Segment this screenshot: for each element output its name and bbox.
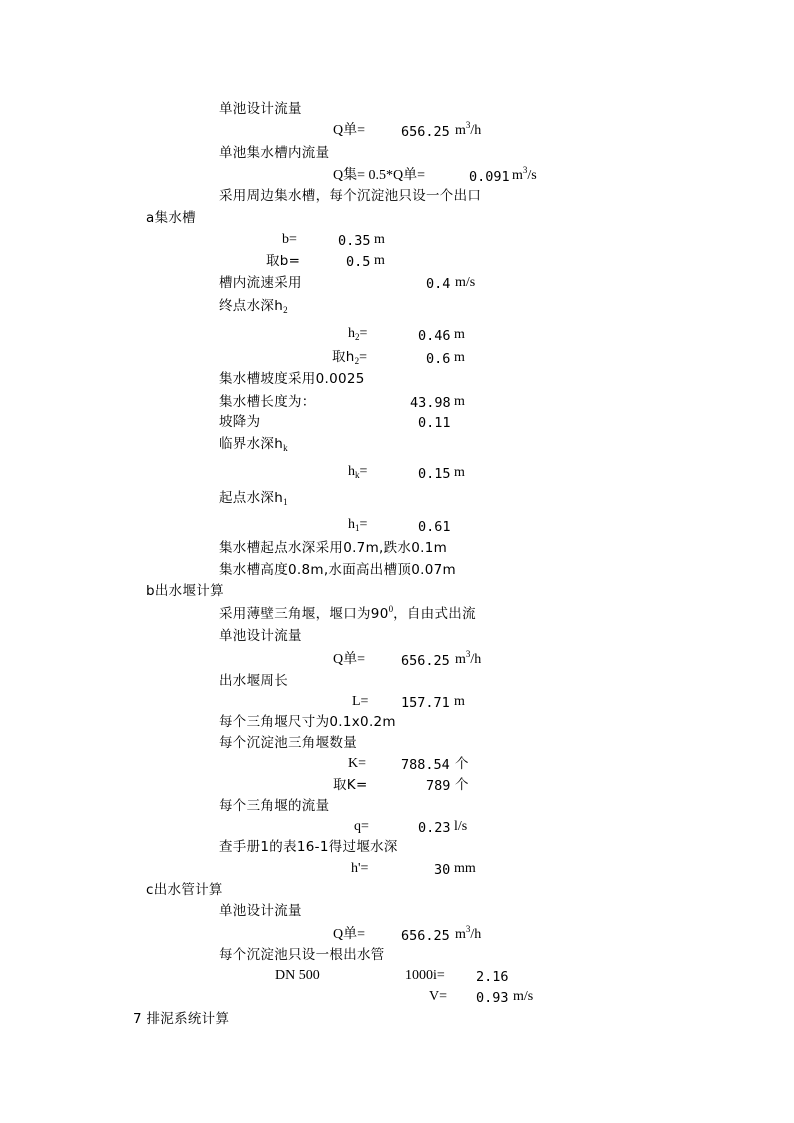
K-label: K= — [348, 756, 367, 771]
hk-value: 0.15 — [418, 466, 451, 482]
q-single-unit-3: $m^3/h$ — [455, 924, 482, 942]
q-single-unit-2: $m^3/h$ — [455, 649, 482, 667]
weir-count-title: 每个沉淀池三角堰数量 — [219, 735, 357, 751]
q-single-label-2: Q单= — [333, 652, 366, 667]
K-take-unit: 个 — [455, 777, 469, 793]
section-c-heading: c出水管计算 — [146, 882, 223, 898]
h2-take-value: 0.6 — [426, 351, 451, 367]
h1-label: $h_1=$ — [348, 517, 368, 533]
b-label: b= — [282, 232, 297, 247]
dn-label: DN 500 — [275, 968, 320, 983]
drop-label: 坡降为 — [219, 414, 261, 430]
q-collect-unit: $m^3/s$ — [512, 165, 537, 183]
hydraulic-slope-value: 2.16 — [476, 969, 509, 985]
q-collect-label: Q集= 0.5*Q单= — [333, 168, 426, 183]
velocity-v-unit: m/s — [513, 989, 534, 1004]
length-unit: m — [454, 394, 465, 409]
q-single-value-3: 656.25 — [401, 928, 450, 944]
b-take-unit: m — [374, 253, 385, 268]
q-single-value: 656.25 — [401, 124, 450, 140]
length-value: 43.98 — [410, 395, 451, 411]
q-unit: l/s — [454, 819, 468, 834]
h2-take-unit: m — [454, 350, 465, 365]
end-depth-title: 终点水深$h_2$ — [219, 298, 288, 315]
L-label: L= — [352, 694, 369, 709]
channel-flow-title: 单池集水槽内流量 — [219, 145, 330, 161]
b-take-value: 0.5 — [346, 254, 371, 270]
manual-lookup-note: 查手册1的表16-1得过堰水深 — [219, 839, 398, 855]
weir-flow-title: 每个三角堰的流量 — [219, 798, 330, 814]
h2-unit: m — [454, 327, 465, 342]
q-single-label-3: Q单= — [333, 927, 366, 942]
K-value: 788.54 — [401, 757, 450, 773]
velocity-v-label: V= — [429, 989, 448, 1004]
hk-unit: m — [454, 465, 465, 480]
hprime-label: h'= — [351, 861, 369, 876]
K-unit: 个 — [455, 756, 469, 772]
weir-size-note: 每个三角堰尺寸为0.1x0.2m — [219, 714, 396, 730]
design-flow-title-3: 单池设计流量 — [219, 903, 302, 919]
b-take-label: 取b= — [266, 253, 301, 269]
L-value: 157.71 — [401, 695, 450, 711]
start-depth-title: 起点水深$h_1$ — [219, 490, 288, 507]
velocity-unit: m/s — [455, 275, 476, 290]
velocity-v-value: 0.93 — [476, 990, 509, 1006]
b-value: 0.35 — [338, 233, 371, 249]
channel-height-note: 集水槽高度0.8m,水面高出槽顶0.07m — [219, 562, 456, 578]
outlet-pipe-note: 每个沉淀池只设一根出水管 — [219, 947, 385, 963]
hk-label: $h_k=$ — [348, 464, 368, 480]
hydraulic-slope-label: 1000i= — [405, 968, 445, 983]
length-label: 集水槽长度为： — [219, 394, 316, 410]
K-take-label: 取K= — [333, 777, 368, 793]
b-unit: m — [374, 232, 385, 247]
q-collect-value: 0.091 — [469, 169, 510, 185]
L-unit: m — [454, 694, 465, 709]
slope-note: 集水槽坡度采用0.0025 — [219, 371, 365, 387]
velocity-label: 槽内流速采用 — [219, 275, 302, 291]
weir-type-note: 采用薄壁三角堰，堰口为$90^0$，自由式出流 — [219, 604, 476, 622]
hprime-unit: mm — [454, 861, 476, 876]
critical-depth-title: 临界水深$h_k$ — [219, 436, 288, 453]
q-single-unit: $m^3/h$ — [455, 120, 482, 138]
weir-perimeter-title: 出水堰周长 — [219, 673, 288, 689]
start-depth-note: 集水槽起点水深采用0.7m,跌水0.1m — [219, 540, 448, 556]
peripheral-channel-note: 采用周边集水槽，每个沉淀池只设一个出口 — [219, 188, 482, 204]
h1-value: 0.61 — [418, 519, 451, 535]
hprime-value: 30 — [434, 862, 451, 878]
K-take-value: 789 — [426, 778, 451, 794]
section-b-heading: b出水堰计算 — [146, 583, 224, 599]
velocity-value: 0.4 — [426, 276, 451, 292]
section-a-heading: a集水槽 — [146, 210, 196, 226]
drop-value: 0.11 — [418, 415, 451, 431]
q-value: 0.23 — [418, 820, 451, 836]
q-label: q= — [354, 819, 369, 834]
design-flow-title-2: 单池设计流量 — [219, 628, 302, 644]
h2-label: $h_2=$ — [348, 326, 368, 342]
design-flow-title: 单池设计流量 — [219, 101, 302, 117]
q-single-label: Q单= — [333, 123, 366, 138]
h2-value: 0.46 — [418, 328, 451, 344]
section-7-heading: 7 排泥系统计算 — [133, 1011, 230, 1027]
q-single-value-2: 656.25 — [401, 653, 450, 669]
h2-take-label: 取$h_2=$ — [332, 349, 368, 366]
